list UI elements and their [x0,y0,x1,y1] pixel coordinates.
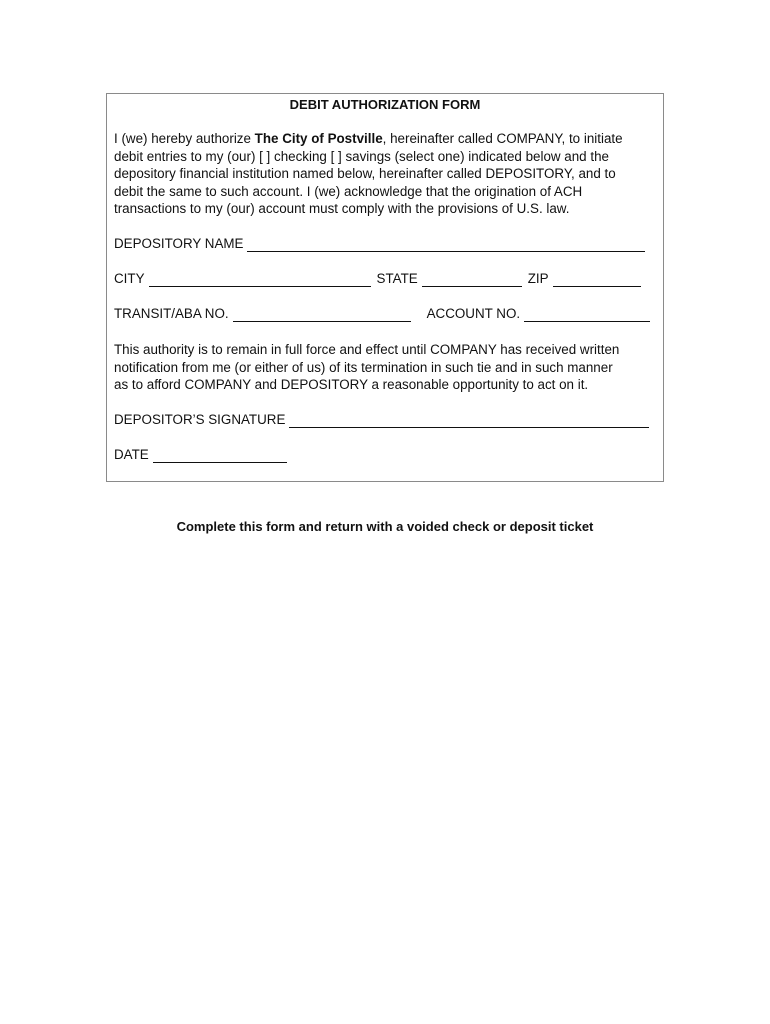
authorization-intro: I (we) hereby authorize [114,131,255,146]
depository-name-label: DEPOSITORY NAME [114,236,244,251]
account-no-label: ACCOUNT NO. [426,306,521,321]
form-title: DEBIT AUTHORIZATION FORM [289,97,481,112]
transit-aba-field[interactable] [233,307,411,322]
zip-label: ZIP [527,271,549,286]
state-label: STATE [376,271,418,286]
signature-label: DEPOSITOR’S SIGNATURE [114,412,286,427]
transit-account-row [114,305,655,322]
authorization-line-1-rest: , hereinafter called COMPANY, to initiate [382,131,623,146]
date-row [114,446,655,463]
depository-name-field[interactable] [247,237,645,252]
debit-authorization-form [106,93,664,482]
authorization-line-5: transactions to my (our) account must comply with the provisions of U.S. law. [114,201,570,216]
termination-paragraph [114,341,655,394]
authorization-line-3: depository financial institution named below, hereinafter called DEPOSITORY, and to [114,166,616,181]
signature-row [114,411,655,428]
account-no-field[interactable] [524,307,650,322]
city-field[interactable] [149,272,371,287]
authorization-paragraph [114,130,655,218]
signature-field[interactable] [289,413,649,428]
state-field[interactable] [422,272,522,287]
termination-line-3: as to afford COMPANY and DEPOSITORY a reasonable opportunity to act on it. [114,377,589,392]
authorization-line-4: debit the same to such account. I (we) acknowledge that the origination of ACH [114,183,583,199]
date-label: DATE [114,447,149,462]
transit-aba-label: TRANSIT/ABA NO. [114,306,229,321]
authorization-line-1 [114,130,655,148]
company-name: The City of Postville [254,131,383,146]
city-label: CITY [114,271,145,286]
return-instructions: Complete this form and return with a voided check or deposit ticket [176,519,594,534]
city-state-zip-row [114,270,655,287]
zip-field[interactable] [553,272,641,287]
depository-name-row [114,235,655,252]
date-field[interactable] [153,448,287,463]
termination-line-1: This authority is to remain in full force and effect until COMPANY has received written [114,342,620,357]
authorization-line-2: debit entries to my (our) [ ] checking [ ] savings (select one) indicated below and the [114,148,609,164]
termination-line-2: notification from me (or either of us) of its termination in such tie and in such manner [114,359,613,375]
